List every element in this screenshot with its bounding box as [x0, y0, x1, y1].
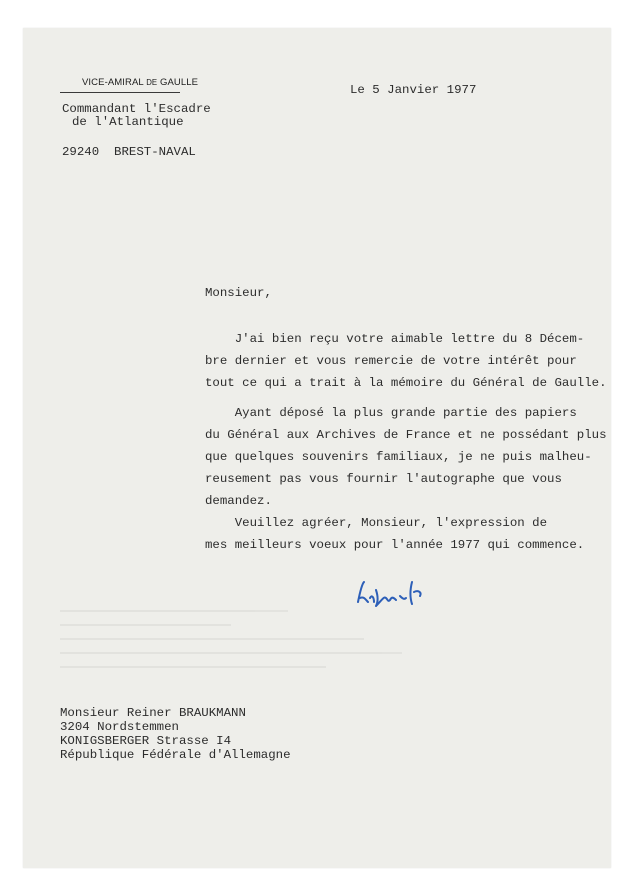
sender-name-particle: DE [146, 78, 158, 87]
body-line: bre dernier et vous remercie de votre intérêt pour [205, 354, 577, 368]
header-rule [60, 92, 180, 93]
recipient-line2: 3204 Nordstemmen [60, 720, 179, 734]
body-line: tout ce qui a trait à la mémoire du Général de Gaulle. [205, 376, 607, 390]
show-through-text [60, 598, 440, 678]
body-line: demandez. [205, 494, 272, 508]
salutation: Monsieur, [205, 286, 272, 300]
sender-name-suffix: GAULLE [157, 77, 199, 88]
body-line: du Général aux Archives de France et ne possédant plus [205, 428, 607, 442]
recipient-line3: KONIGSBERGER Strasse I4 [60, 734, 232, 748]
letter-date: Le 5 Janvier 1977 [350, 83, 477, 97]
body-line: mes meilleurs voeux pour l'année 1977 qui commence. [205, 538, 585, 552]
body-paragraph-3 [205, 512, 625, 556]
sender-title-line1: Commandant l'Escadre [62, 102, 211, 116]
sender-name-prefix: VICE-AMIRAL [82, 77, 147, 88]
recipient-line1: Monsieur Reiner BRAUKMANN [60, 706, 246, 720]
body-line: J'ai bien reçu votre aimable lettre du 8 Décem- [205, 332, 585, 346]
body-line: Ayant déposé la plus grande partie des papiers [205, 406, 577, 420]
sender-address: 29240 BREST-NAVAL [62, 145, 196, 159]
sender-name [82, 77, 198, 88]
body-line: Veuillez agréer, Monsieur, l'expression de [205, 516, 548, 530]
body-line: reusement pas vous fournir l'autographe que vous [205, 472, 562, 486]
body-paragraph-2 [205, 402, 625, 512]
body-paragraph-1 [205, 328, 625, 394]
body-line: que quelques souvenirs familiaux, je ne puis malheu- [205, 450, 592, 464]
sender-title-line2: de l'Atlantique [72, 115, 184, 129]
recipient-line4: République Fédérale d'Allemagne [60, 748, 291, 762]
